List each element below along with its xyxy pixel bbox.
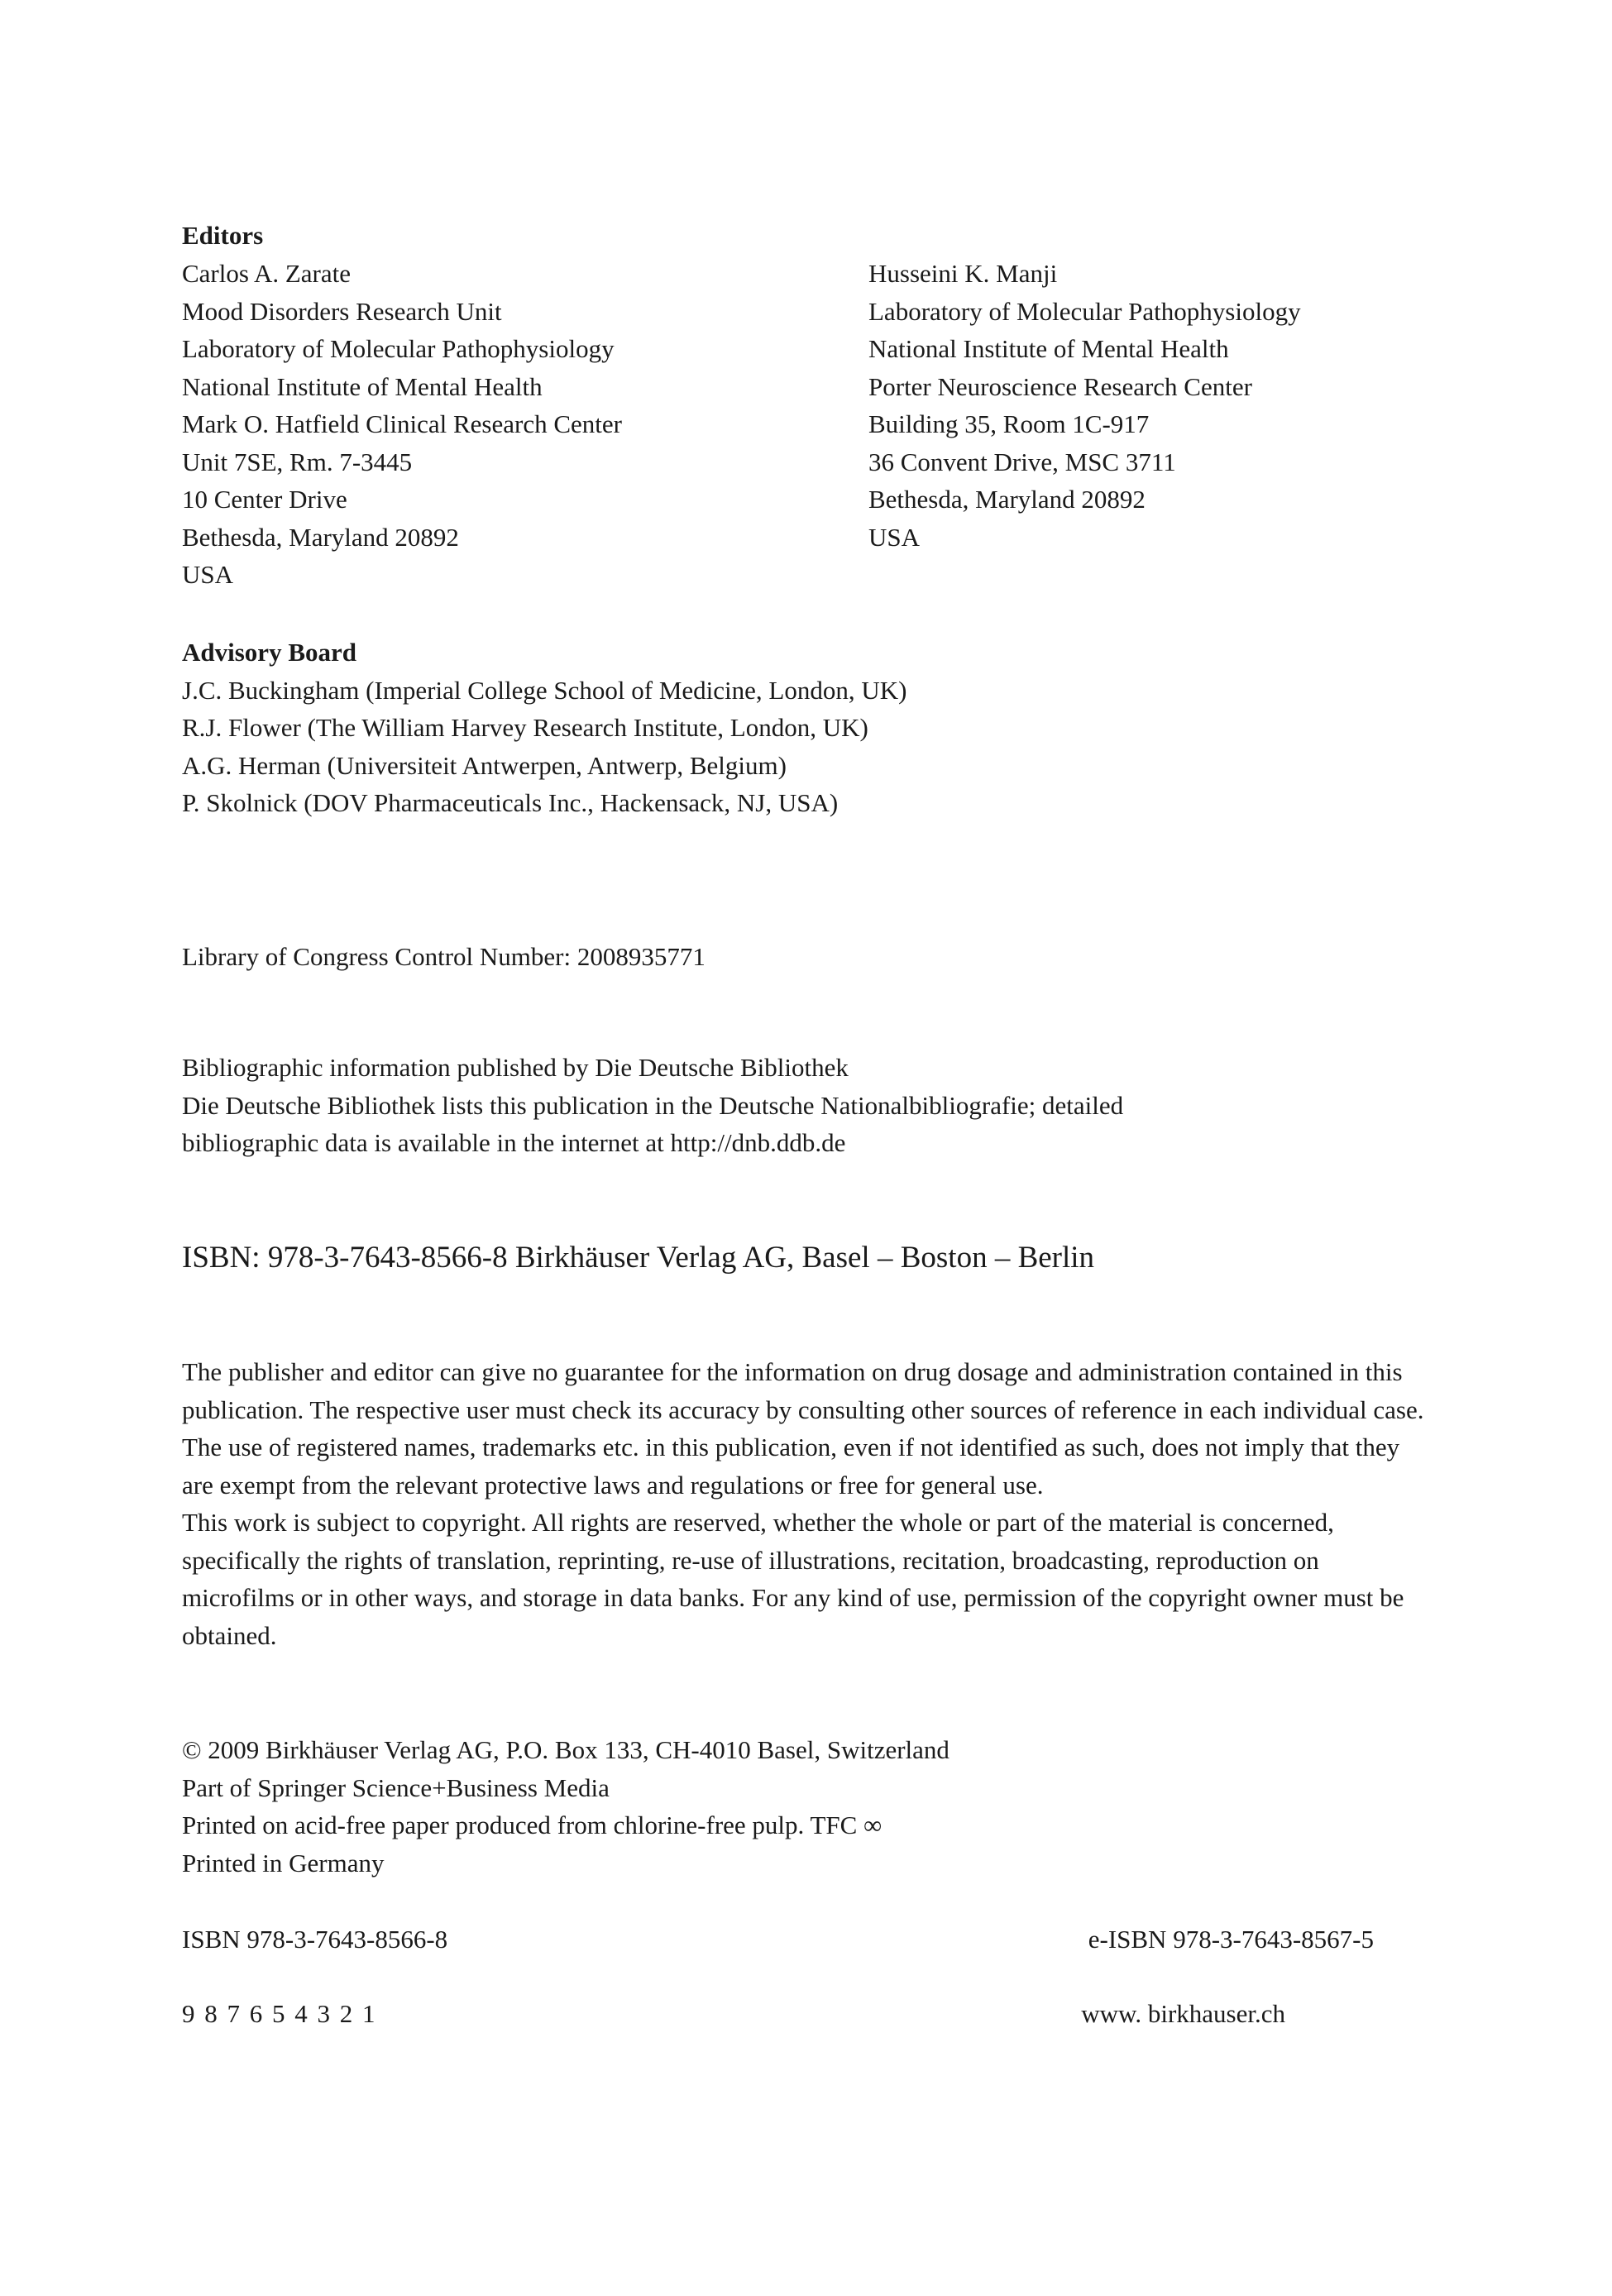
editors-section [182,217,263,255]
isbn-publisher-line: ISBN: 978-3-7643-8566-8 Birkhäuser Verlag AG, Basel – Boston – Berlin [182,1241,1095,1275]
copyright-line: © 2009 Birkhäuser Verlag AG, P.O. Box 133, CH-4010 Basel, Switzerland [182,1735,950,1764]
advisory-board-heading: Advisory Board [182,638,356,667]
editor-left-line: USA [182,560,234,589]
editor-zarate-address [182,255,622,594]
editor-left-line: Mood Disorders Research Unit [182,296,502,326]
editor-right-line: 36 Convent Drive, MSC 3711 [868,447,1176,476]
disclaimer-paragraph: The publisher and editor can give no guarantee for the information on drug dosage and administration contained in this publication. The respective user must check its accuracy by consulting other sources of reference in each individual case. [182,1357,1424,1424]
advisory-board-section [182,634,906,822]
eisbn: e-ISBN 978-3-7643-8567-5 [1088,1925,1374,1954]
editor-left-line: Unit 7SE, Rm. 7-3445 [182,447,413,476]
loc-control-number-text: Library of Congress Control Number: 2008935771 [182,942,706,971]
loc-control-number [182,938,706,976]
editor-left-line: Bethesda, Maryland 20892 [182,522,459,552]
editor-manji-address [868,255,1301,556]
editor-right-line: Laboratory of Molecular Pathophysiology [868,296,1301,326]
advisory-member: R.J. Flower (The William Harvey Research Institute, London, UK) [182,713,868,742]
isbn-print: ISBN 978-3-7643-8566-8 [182,1925,448,1954]
editor-right-line: National Institute of Mental Health [868,334,1229,363]
disclaimer-paragraph: The use of registered names, trademarks etc. in this publication, even if not identified as such, does not imply that they are exempt from the relevant protective laws and regulations or free for general use. [182,1433,1400,1500]
bibliographic-line: Bibliographic information published by Die Deutsche Bibliothek [182,1053,849,1082]
bibliographic-line: bibliographic data is available in the internet at http://dnb.ddb.de [182,1128,846,1157]
advisory-member: P. Skolnick (DOV Pharmaceuticals Inc., Hackensack, NJ, USA) [182,788,839,817]
editor-left-line: Mark O. Hatfield Clinical Research Center [182,409,622,438]
editor-left-line: 10 Center Drive [182,485,347,514]
copyright-line: Printed on acid-free paper produced from chlorine-free pulp. TFC ∞ [182,1810,883,1839]
disclaimer-section [182,1353,1431,1654]
bibliographic-info [182,1049,1123,1162]
editor-right-line: Bethesda, Maryland 20892 [868,485,1146,514]
editor-right-line: USA [868,522,921,552]
editor-left-line: National Institute of Mental Health [182,371,543,401]
publisher-website: www. birkhauser.ch [1081,1999,1285,2028]
disclaimer-paragraph: This work is subject to copyright. All rights are reserved, whether the whole or part of the material is concerned, specifically the rights of translation, reprinting, re-use of illustrations, recitation, broadcasting, reproduction on microfilms or in other ways, and storage in data banks. For any kind of use, permission of the copyright owner must be obtained. [182,1508,1404,1650]
editor-right-line: Porter Neuroscience Research Center [868,371,1252,401]
editors-heading: Editors [182,221,264,250]
editor-left-line: Laboratory of Molecular Pathophysiology [182,334,615,363]
editor-right-line: Building 35, Room 1C-917 [868,409,1150,438]
advisory-member: J.C. Buckingham (Imperial College School of Medicine, London, UK) [182,675,907,705]
copyright-line: Printed in Germany [182,1848,385,1877]
copyright-section [182,1731,950,1882]
bibliographic-line: Die Deutsche Bibliothek lists this publication in the Deutsche Nationalbibliografie; detailed [182,1090,1124,1120]
editor-right-line: Husseini K. Manji [868,259,1058,288]
print-run-numbers: 9 8 7 6 5 4 3 2 1 [182,1999,377,2028]
advisory-member: A.G. Herman (Universiteit Antwerpen, Antwerp, Belgium) [182,750,787,780]
copyright-line: Part of Springer Science+Business Media [182,1772,610,1802]
editor-left-line: Carlos A. Zarate [182,259,352,288]
